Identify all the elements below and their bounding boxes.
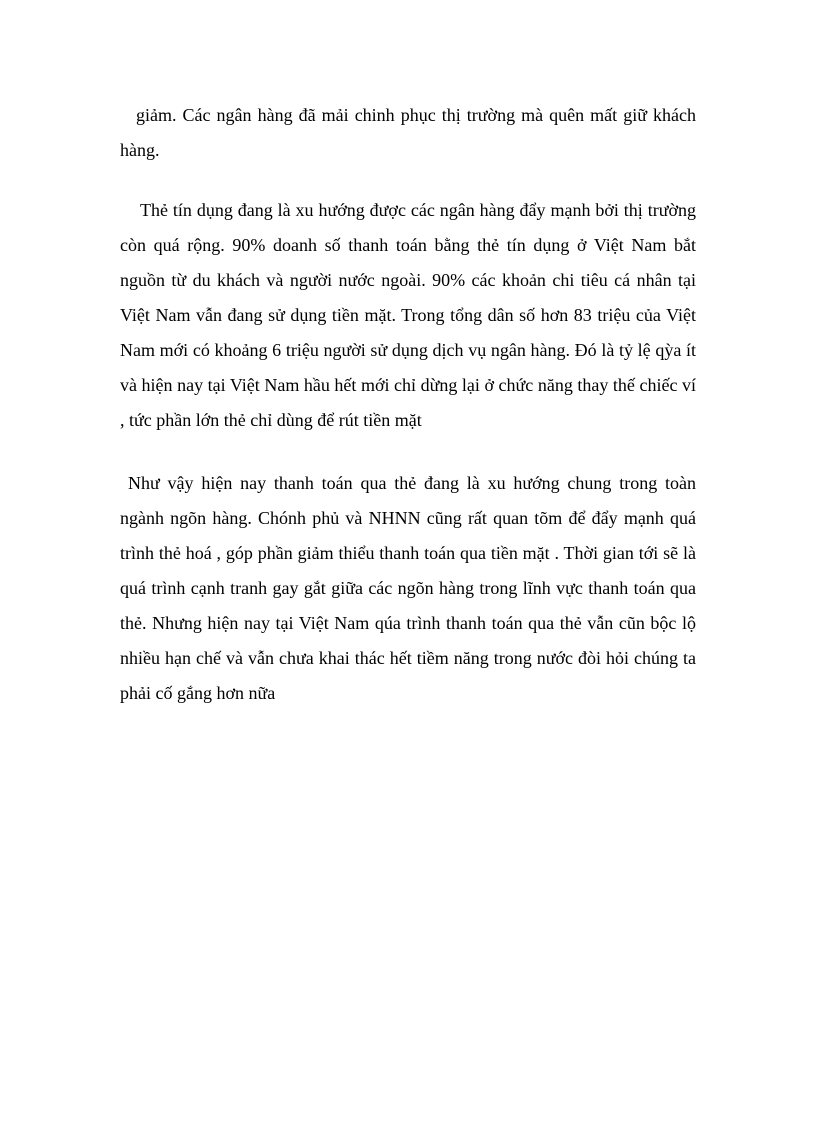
paragraph-3: Như vậy hiện nay thanh toán qua thẻ đang là xu hướng chung trong toàn ngành ngõn hàng. Chónh phủ và NHNN cũng rất quan tõm để đẩy mạnh quá trình thẻ hoá , góp phần giảm thiểu thanh toán qua tiền mặt . Thời gian tới sẽ là quá trình cạnh tranh gay gắt giữa các ngõn hàng trong lĩnh vực thanh toán qua thẻ. Nhưng hiện nay tại Việt Nam qúa trình thanh toán qua thẻ vẫn cũn bộc lộ nhiều hạn chế và vẫn chưa khai thác hết tiềm năng trong nước đòi hỏi chúng ta phải cố gắng hơn nữa: [120, 473, 696, 703]
document-body: [120, 98, 696, 711]
paragraph-1: giảm. Các ngân hàng đã mải chinh phục thị trường mà quên mất giữ khách hàng.: [120, 105, 696, 160]
paragraph-2: Thẻ tín dụng đang là xu hướng được các ngân hàng đẩy mạnh bởi thị trường còn quá rộng. 90% doanh số thanh toán bằng thẻ tín dụng ở Việt Nam bắt nguồn từ du khách và người nước ngoài. 90% các khoản chi tiêu cá nhân tại Việt Nam vẫn đang sử dụng tiền mặt. Trong tổng dân số hơn 83 triệu của Việt Nam mới có khoảng 6 triệu người sử dụng dịch vụ ngân hàng. Đó là tỷ lệ qỳa ít và hiện nay tại Việt Nam hầu hết mới chỉ dừng lại ở chức năng thay thế chiếc ví , tức phần lớn thẻ chỉ dùng để rút tiền mặt: [120, 200, 696, 430]
